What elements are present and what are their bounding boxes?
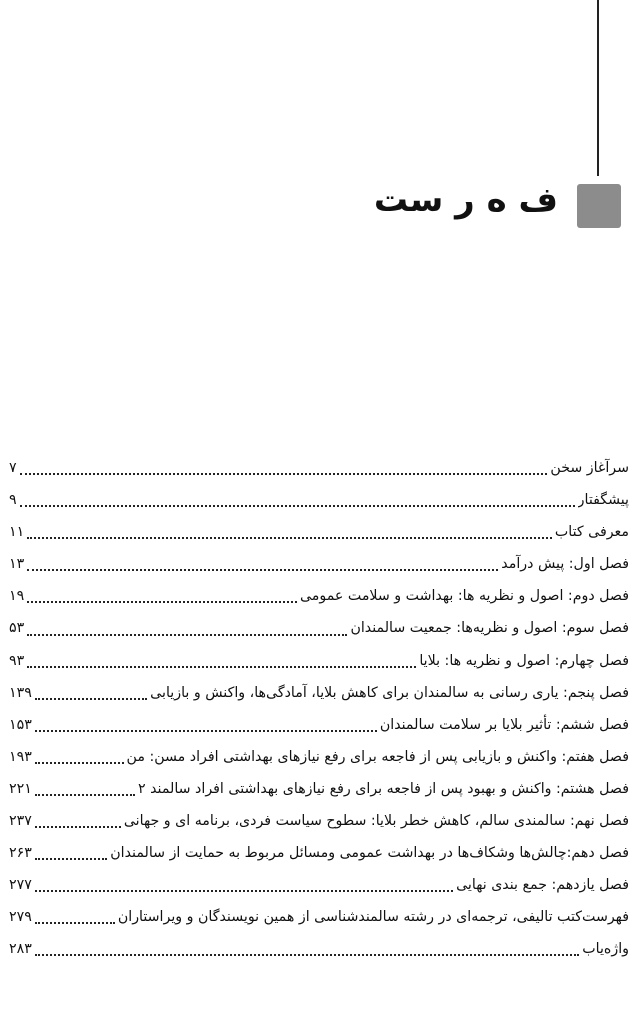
toc-dot-leader bbox=[35, 888, 453, 892]
toc-dot-leader bbox=[35, 696, 147, 700]
toc-page-number: ۲۷۹ bbox=[9, 909, 32, 926]
toc-dot-leader bbox=[27, 632, 347, 636]
toc-entry[interactable] bbox=[9, 484, 629, 516]
toc-dot-leader bbox=[27, 535, 552, 539]
toc-entry[interactable] bbox=[9, 580, 629, 612]
toc-page-number: ۱۹ bbox=[9, 588, 25, 605]
decorative-vertical-line bbox=[597, 0, 599, 176]
toc-entry-title: فصل یازدهم: جمع بندی نهایی bbox=[456, 877, 629, 894]
toc-dot-leader bbox=[35, 728, 377, 732]
toc-entry-title: فصل پنجم: یاری رسانی به سالمندان برای کاهش بلایا، آمادگی‌ها، واکنش و بازیابی bbox=[150, 684, 629, 701]
table-of-contents bbox=[9, 452, 629, 966]
toc-entry[interactable] bbox=[9, 869, 629, 901]
toc-entry-title: واژه‌یاب bbox=[582, 941, 629, 958]
toc-entry[interactable] bbox=[9, 645, 629, 677]
toc-entry[interactable] bbox=[9, 741, 629, 773]
toc-dot-leader bbox=[27, 567, 498, 571]
toc-page-number: ۲۷۷ bbox=[9, 877, 32, 894]
toc-dot-leader bbox=[35, 920, 115, 924]
toc-entry[interactable] bbox=[9, 677, 629, 709]
toc-page-number: ۱۱ bbox=[9, 524, 25, 541]
toc-entry-title: فصل دوم: اصول و نظریه ها: بهداشت و سلامت عمومی bbox=[299, 588, 629, 605]
page-title: ف ه ر ست bbox=[373, 180, 558, 220]
toc-entry[interactable] bbox=[9, 548, 629, 580]
toc-entry[interactable] bbox=[9, 612, 629, 644]
toc-entry-title: فصل اول: پیش درآمد bbox=[501, 556, 629, 573]
toc-dot-leader bbox=[35, 952, 579, 956]
toc-entry-title: فصل سوم: اصول و نظریه‌ها: جمعیت سالمندان bbox=[350, 620, 629, 637]
toc-page-number: ۹۳ bbox=[9, 652, 25, 669]
toc-dot-leader bbox=[27, 599, 297, 603]
toc-entry-title: پیشگفتار bbox=[577, 492, 629, 509]
toc-dot-leader bbox=[35, 824, 121, 828]
toc-entry-title: فصل دهم:چالش‌ها وشکاف‌ها در بهداشت عمومی ومسائل مربوط به حمایت از سالمندان bbox=[110, 845, 629, 862]
toc-page-number: ۱۹۳ bbox=[9, 748, 32, 765]
toc-entry[interactable] bbox=[9, 452, 629, 484]
toc-entry-title: فصل نهم: سالمندی سالم، کاهش خطر بلایا: سطوح سیاست فردی، برنامه ای و جهانی bbox=[123, 813, 629, 830]
toc-dot-leader bbox=[20, 503, 575, 507]
toc-dot-leader bbox=[35, 856, 107, 860]
toc-entry-title: فهرست‌کتب تالیفی، ترجمه‌ای در رشته سالمندشناسی از همین نویسندگان و ویراستاران bbox=[117, 909, 629, 926]
decorative-gray-square bbox=[577, 184, 621, 228]
toc-entry-title: فصل هشتم: واکنش و بهبود پس از فاجعه برای رفع نیازهای بهداشتی افراد سالمند ۲ bbox=[137, 780, 629, 797]
toc-dot-leader bbox=[35, 760, 124, 764]
toc-entry[interactable] bbox=[9, 516, 629, 548]
toc-entry-title: فصل هفتم: واکنش و بازیابی پس از فاجعه برای رفع نیازهای بهداشتی افراد مسن: من bbox=[126, 748, 629, 765]
toc-page-number: ۲۶۳ bbox=[9, 845, 32, 862]
toc-entry-title: سرآغاز سخن bbox=[550, 460, 629, 476]
toc-dot-leader bbox=[27, 664, 416, 668]
toc-page-number: ۷ bbox=[9, 460, 17, 476]
toc-page-number: ۱۳ bbox=[9, 556, 25, 573]
toc-dot-leader bbox=[35, 792, 135, 796]
toc-page-number: ۲۲۱ bbox=[9, 780, 32, 797]
toc-entry-title: فصل چهارم: اصول و نظریه ها: بلایا bbox=[419, 652, 629, 669]
toc-page-number: ۲۳۷ bbox=[9, 813, 32, 830]
toc-entry[interactable] bbox=[9, 933, 629, 965]
toc-page-number: ۱۳۹ bbox=[9, 684, 32, 701]
toc-page-number: ۵۳ bbox=[9, 620, 25, 637]
toc-entry[interactable] bbox=[9, 837, 629, 869]
toc-page-number: ۱۵۳ bbox=[9, 716, 32, 733]
toc-page-number: ۹ bbox=[9, 492, 17, 509]
toc-dot-leader bbox=[20, 471, 548, 475]
toc-entry[interactable] bbox=[9, 709, 629, 741]
toc-entry[interactable] bbox=[9, 773, 629, 805]
toc-entry-title: معرفی کتاب bbox=[554, 524, 629, 541]
toc-entry-title: فصل ششم: تأثیر بلایا بر سلامت سالمندان bbox=[379, 716, 629, 733]
toc-entry[interactable] bbox=[9, 805, 629, 837]
toc-entry[interactable] bbox=[9, 901, 629, 933]
toc-page-number: ۲۸۳ bbox=[9, 941, 32, 958]
